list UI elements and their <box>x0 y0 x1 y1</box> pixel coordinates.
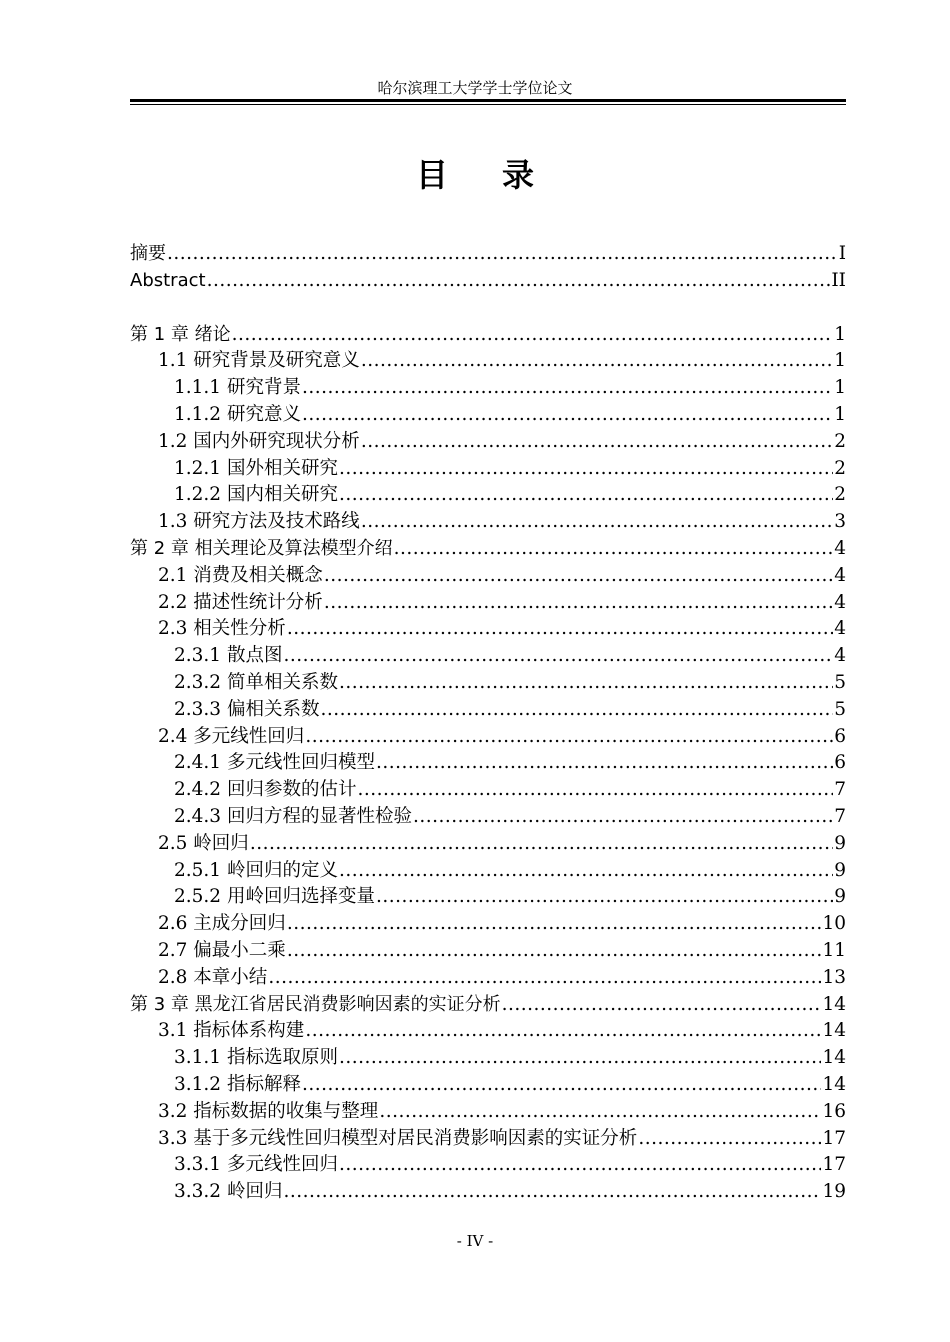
toc-dot-leader <box>287 616 833 643</box>
toc-dot-leader <box>339 456 833 483</box>
toc-entry-page: II <box>831 269 846 291</box>
toc-dot-leader <box>305 1018 821 1045</box>
toc-entry[interactable] <box>130 938 846 965</box>
toc-entry-label: 2.3 相关性分析 <box>158 618 286 640</box>
toc-entry-label: 2.1 消费及相关概念 <box>158 564 323 586</box>
toc-entry[interactable] <box>130 858 846 885</box>
toc-entry-label: 2.5 岭回归 <box>158 832 249 854</box>
header-rule-thick <box>130 99 846 102</box>
running-header: 哈尔滨理工大学学士学位论文 <box>377 79 573 97</box>
toc-entry-label: 2.4 多元线性回归 <box>158 725 305 747</box>
toc-dot-leader <box>324 590 833 617</box>
toc-entry-label: 2.3.1 散点图 <box>174 645 283 667</box>
toc-entry-page: 1 <box>834 403 846 425</box>
toc-entry[interactable] <box>130 670 846 697</box>
toc-entry-page: 7 <box>834 779 846 801</box>
toc-entry-label: 2.4.3 回归方程的显著性检验 <box>174 805 412 827</box>
toc-entry-label: 2.4.1 多元线性回归模型 <box>174 752 375 774</box>
toc-dot-leader <box>302 375 833 402</box>
toc-dot-leader <box>361 429 833 456</box>
toc-entry[interactable] <box>130 884 846 911</box>
toc-entry-label: 1.3 研究方法及技术路线 <box>158 511 360 533</box>
toc-entry-page: 3 <box>834 511 846 533</box>
toc-entry[interactable] <box>130 831 846 858</box>
toc-entry-label: 2.7 偏最小二乘 <box>158 939 286 961</box>
toc-entry[interactable] <box>130 911 846 938</box>
toc-entry-label: 3.3.1 多元线性回归 <box>174 1154 338 1176</box>
toc-entry[interactable] <box>130 724 846 751</box>
toc-dot-leader <box>502 992 822 1019</box>
toc-entry[interactable] <box>130 1018 846 1045</box>
toc-dot-leader <box>357 777 833 804</box>
toc-entry-label: 3.1.2 指标解释 <box>174 1073 301 1095</box>
toc-entry-label: 3.1.1 指标选取原则 <box>174 1047 338 1069</box>
toc-dot-leader <box>283 1179 821 1206</box>
toc-entry[interactable] <box>130 777 846 804</box>
toc-entry-label: 1.2.1 国外相关研究 <box>174 457 338 479</box>
toc-entry-page: 4 <box>834 618 846 640</box>
toc-entry-page: 2 <box>834 430 846 452</box>
toc-entry-page: 14 <box>822 1020 846 1042</box>
toc-entry-page: 14 <box>822 1073 846 1095</box>
toc-entry[interactable] <box>130 375 846 402</box>
toc-dot-leader <box>339 1152 821 1179</box>
toc-dot-leader <box>339 858 833 885</box>
toc-entry-label: 摘要 <box>130 243 166 264</box>
toc-entry-label: 1.1 研究背景及研究意义 <box>158 350 360 372</box>
toc-entry-label: 第 2 章 相关理论及算法模型介绍 <box>130 537 393 559</box>
page-title: 目录 <box>415 156 588 194</box>
toc-entry-page: 14 <box>822 1047 846 1069</box>
toc-entry[interactable] <box>130 1152 846 1179</box>
toc-entry[interactable] <box>130 241 846 268</box>
toc-entry[interactable] <box>130 643 846 670</box>
toc-dot-leader <box>638 1126 821 1153</box>
toc-entry[interactable] <box>130 348 846 375</box>
toc-entry-page: 6 <box>834 752 846 774</box>
toc-entry-label: 2.5.2 用岭回归选择变量 <box>174 886 375 908</box>
toc-entry-page: 6 <box>834 725 846 747</box>
toc-dot-leader <box>339 482 833 509</box>
toc-entry-label: 2.3.2 简单相关系数 <box>174 671 338 693</box>
toc-entry-label: 第 3 章 黑龙江省居民消费影响因素的实证分析 <box>130 993 501 1015</box>
toc-entry-label: 1.1.2 研究意义 <box>174 403 301 425</box>
toc-entry-page: 10 <box>822 913 846 935</box>
toc-entry-page: 9 <box>834 832 846 854</box>
toc-entry-page: 5 <box>834 698 846 720</box>
toc-entry-page: 4 <box>834 591 846 613</box>
toc-dot-leader <box>167 241 838 268</box>
toc-dot-leader <box>283 643 833 670</box>
toc-dot-leader <box>305 724 833 751</box>
toc-entry[interactable] <box>130 429 846 456</box>
toc-entry-page: 9 <box>834 859 846 881</box>
toc-entry-page: 5 <box>834 671 846 693</box>
toc-entry-label: 3.1 指标体系构建 <box>158 1020 305 1042</box>
toc-entry-page: 1 <box>834 323 846 345</box>
toc-dot-leader <box>287 938 822 965</box>
toc-entry-label: 2.3.3 偏相关系数 <box>174 698 320 720</box>
toc-entry[interactable] <box>130 750 846 777</box>
header-rule-thin <box>130 104 846 105</box>
toc-dot-leader <box>324 563 833 590</box>
toc-dot-leader <box>413 804 833 831</box>
toc-entry-page: 4 <box>834 564 846 586</box>
toc-entry[interactable] <box>130 509 846 536</box>
toc-dot-leader <box>250 831 833 858</box>
toc-entry-label: 2.5.1 岭回归的定义 <box>174 859 338 881</box>
table-of-contents <box>130 241 846 1206</box>
toc-entry[interactable] <box>130 1179 846 1206</box>
toc-dot-leader <box>320 697 833 724</box>
toc-entry-label: 1.2.2 国内相关研究 <box>174 484 338 506</box>
toc-entry[interactable] <box>130 322 846 349</box>
toc-entry-page: 7 <box>834 805 846 827</box>
toc-dot-leader <box>302 1072 822 1099</box>
toc-dot-leader <box>361 348 833 375</box>
toc-entry-label: 2.8 本章小结 <box>158 966 268 988</box>
toc-entry[interactable] <box>130 616 846 643</box>
toc-entry[interactable] <box>130 697 846 724</box>
page-number: - IV - <box>456 1232 494 1250</box>
toc-entry-page: I <box>838 243 846 264</box>
toc-entry-label: 2.6 主成分回归 <box>158 913 286 935</box>
toc-dot-leader <box>287 911 822 938</box>
toc-entry-label: 3.3.2 岭回归 <box>174 1181 283 1203</box>
toc-entry-label: 第 1 章 绪论 <box>130 323 231 345</box>
toc-entry-page: 13 <box>822 966 846 988</box>
toc-entry[interactable] <box>130 1045 846 1072</box>
toc-entry-page: 19 <box>822 1181 846 1203</box>
toc-dot-leader <box>207 268 831 295</box>
toc-entry[interactable] <box>130 804 846 831</box>
toc-entry-page: 4 <box>834 645 846 667</box>
toc-entry[interactable] <box>130 590 846 617</box>
toc-entry-label: 1.1.1 研究背景 <box>174 377 301 399</box>
toc-entry-label: Abstract <box>130 269 206 291</box>
toc-dot-leader <box>339 1045 821 1072</box>
toc-entry-label: 2.4.2 回归参数的估计 <box>174 779 357 801</box>
toc-entry[interactable] <box>130 1126 846 1153</box>
toc-entry-label: 3.3 基于多元线性回归模型对居民消费影响因素的实证分析 <box>158 1127 638 1149</box>
toc-entry[interactable] <box>130 402 846 429</box>
toc-dot-leader <box>394 536 834 563</box>
toc-entry-page: 4 <box>834 537 846 559</box>
toc-entry[interactable] <box>130 965 846 992</box>
toc-entry[interactable] <box>130 482 846 509</box>
toc-entry-label: 1.2 国内外研究现状分析 <box>158 430 360 452</box>
toc-entry[interactable] <box>130 536 846 563</box>
toc-entry[interactable] <box>130 1072 846 1099</box>
toc-dot-leader <box>379 1099 821 1126</box>
toc-entry-page: 14 <box>822 993 846 1015</box>
toc-entry[interactable] <box>130 992 846 1019</box>
toc-entry[interactable] <box>130 1099 846 1126</box>
toc-dot-leader <box>268 965 821 992</box>
toc-entry-page: 11 <box>822 939 846 961</box>
toc-dot-leader <box>339 670 833 697</box>
toc-dot-leader <box>376 884 833 911</box>
toc-dot-leader <box>302 402 833 429</box>
toc-dot-leader <box>376 750 833 777</box>
toc-dot-leader <box>361 509 833 536</box>
toc-entry[interactable] <box>130 563 846 590</box>
toc-entry-page: 1 <box>834 377 846 399</box>
toc-entry-page: 2 <box>834 457 846 479</box>
toc-entry-label: 2.2 描述性统计分析 <box>158 591 323 613</box>
toc-entry-page: 9 <box>834 886 846 908</box>
toc-entry-page: 17 <box>822 1154 846 1176</box>
toc-entry-page: 1 <box>834 350 846 372</box>
toc-entry-page: 2 <box>834 484 846 506</box>
toc-entry-label: 3.2 指标数据的收集与整理 <box>158 1100 379 1122</box>
toc-entry[interactable] <box>130 268 846 295</box>
toc-entry[interactable] <box>130 456 846 483</box>
toc-dot-leader <box>232 322 834 349</box>
toc-entry-page: 17 <box>822 1127 846 1149</box>
toc-entry-page: 16 <box>822 1100 846 1122</box>
